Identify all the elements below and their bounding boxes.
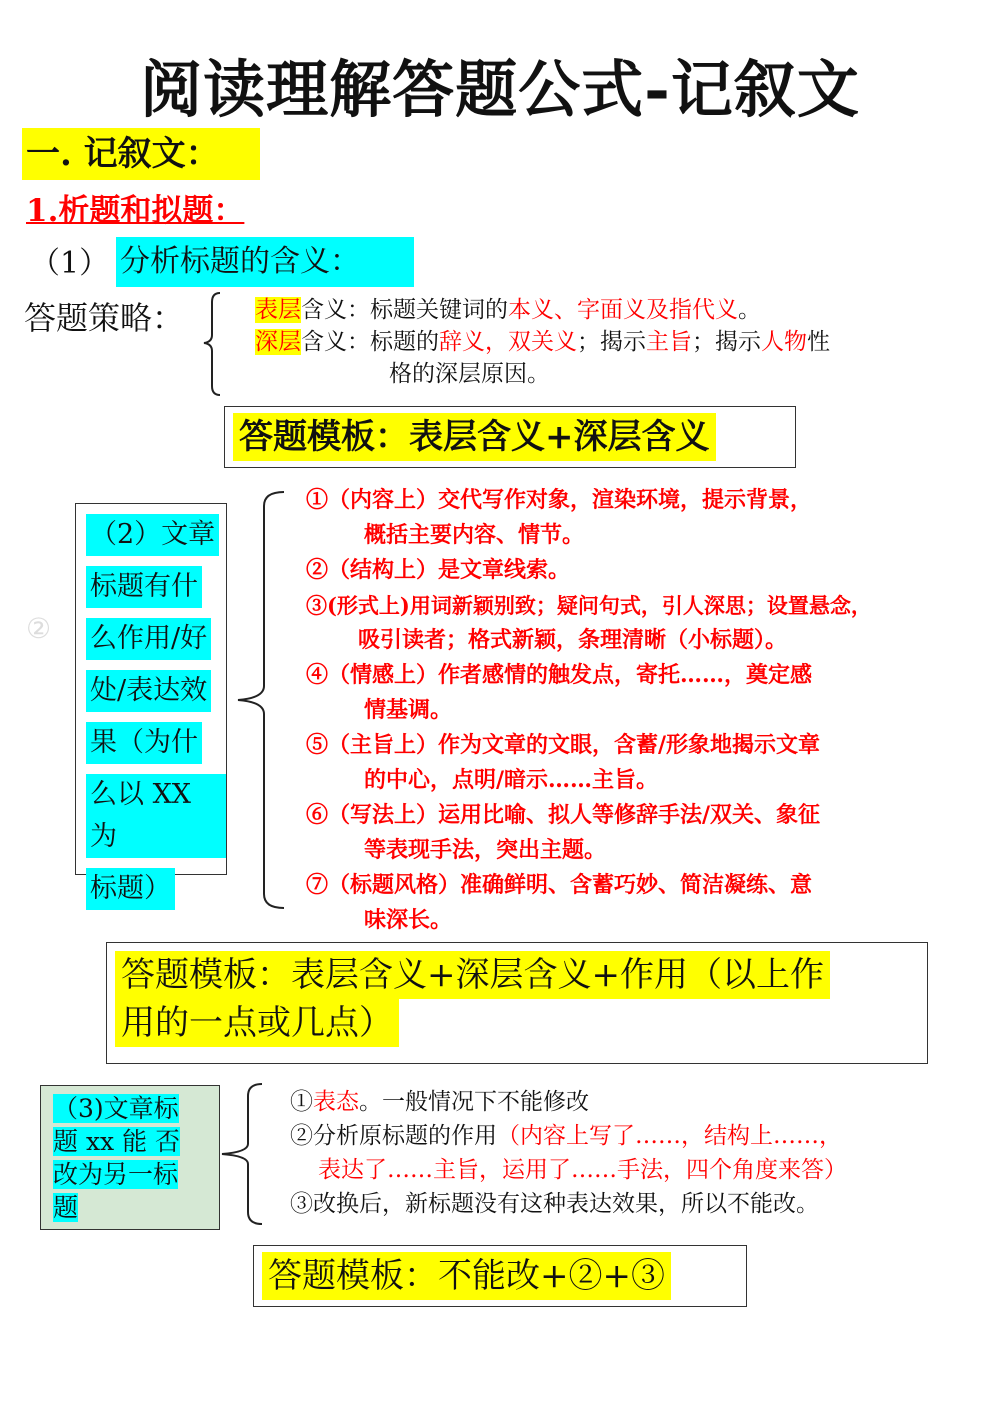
q2-question-box (75, 503, 227, 904)
q2-point: 等表现手法，突出主题。 (364, 837, 607, 863)
q1-number: （1） (30, 246, 110, 281)
q2-point: 的中心，点明/暗示……主旨。 (364, 767, 659, 793)
q3-bracket (218, 1080, 268, 1228)
q3-points (290, 1085, 847, 1221)
deep-meaning-cont: 格的深层原因。 (389, 361, 550, 387)
page-title: 阅读理解答题公式-记叙文 (140, 53, 860, 126)
q2-question-line: 处/表达效 (86, 670, 211, 712)
q2-template-line: 答题模板：表层含义+深层含义+作用（以上作 (115, 951, 830, 999)
q2-bracket (232, 486, 292, 914)
q3-question-line: 题 (53, 1193, 79, 1222)
q3-point-1: ①表态。一般情况下不能修改 (290, 1089, 589, 1115)
q2-question-line: 标题有什 (86, 566, 202, 608)
q2-question-line: 标题） (86, 868, 175, 910)
q2-point: ②（结构上）是文章线索。 (306, 557, 571, 583)
q1-question: 分析标题的含义： (116, 237, 414, 287)
q2-points (306, 483, 872, 938)
q2-point: ①（内容上）交代写作对象，渲染环境，提示背景， (306, 487, 813, 513)
deep-meaning: 深层含义：标题的辞义，双关义；揭示主旨；揭示人物性 (255, 329, 830, 355)
q3-question-line: 改为另一标 (53, 1160, 179, 1189)
q2-template-box (106, 942, 928, 1064)
q2-point: ⑦（标题风格）准确鲜明、含蓄巧妙、简洁凝练、意 (306, 872, 813, 898)
q2-point: ④（情感上）作者感情的触发点，寄托……，奠定感 (306, 662, 813, 688)
surface-meaning: 表层含义：标题关键词的本义、字面义及指代义。 (255, 297, 761, 323)
subsection-heading: 1.析题和拟题： (26, 193, 245, 229)
q1-template-box (224, 406, 796, 468)
q1-template: 答题模板：表层含义+深层含义 (233, 413, 716, 461)
q3-question-line: 题 xx 能 否 (53, 1127, 181, 1156)
side-mark: ② (26, 612, 52, 645)
q2-question-line: （2）文章 (86, 514, 219, 556)
q2-question-line: 果（为什 (86, 722, 202, 764)
q2-template-line: 用的一点或几点） (115, 999, 399, 1047)
q2-point: ⑥（写法上）运用比喻、拟人等修辞手法/双关、象征 (306, 802, 821, 828)
q2-point: 情基调。 (364, 697, 453, 723)
q2-question-line: 么作用/好 (86, 618, 211, 660)
q1-bracket (198, 290, 228, 400)
q3-question-line: （3)文章标 (53, 1094, 179, 1123)
q2-point: 味深长。 (364, 907, 453, 933)
q2-point: ⑤（主旨上）作为文章的文眼，含蓄/形象地揭示文章 (306, 732, 821, 758)
q2-point: 吸引读者；格式新颖，条理清晰（小标题）。 (358, 627, 788, 653)
q3-template: 答题模板：不能改+②+③ (262, 1252, 671, 1300)
q3-point-2: ②分析原标题的作用（内容上写了……，结构上……， (290, 1123, 842, 1149)
q2-point: 概括主要内容、情节。 (364, 522, 585, 548)
q3-question-box (40, 1085, 220, 1230)
section-heading: 一. 记叙文： (22, 128, 260, 180)
strategy-label: 答题策略： (24, 299, 185, 337)
q2-point: ③(形式上)用词新颖别致；疑问句式，引人深思；设置悬念， (306, 593, 872, 618)
q2-question-line: 么以 XX 为 (86, 774, 226, 858)
q3-template-box (253, 1245, 747, 1307)
q3-point-2-cont: 表达了……主旨，运用了……手法，四个角度来答） (318, 1157, 847, 1183)
q3-point-3: ③改换后，新标题没有这种表达效果，所以不能改。 (290, 1191, 819, 1217)
